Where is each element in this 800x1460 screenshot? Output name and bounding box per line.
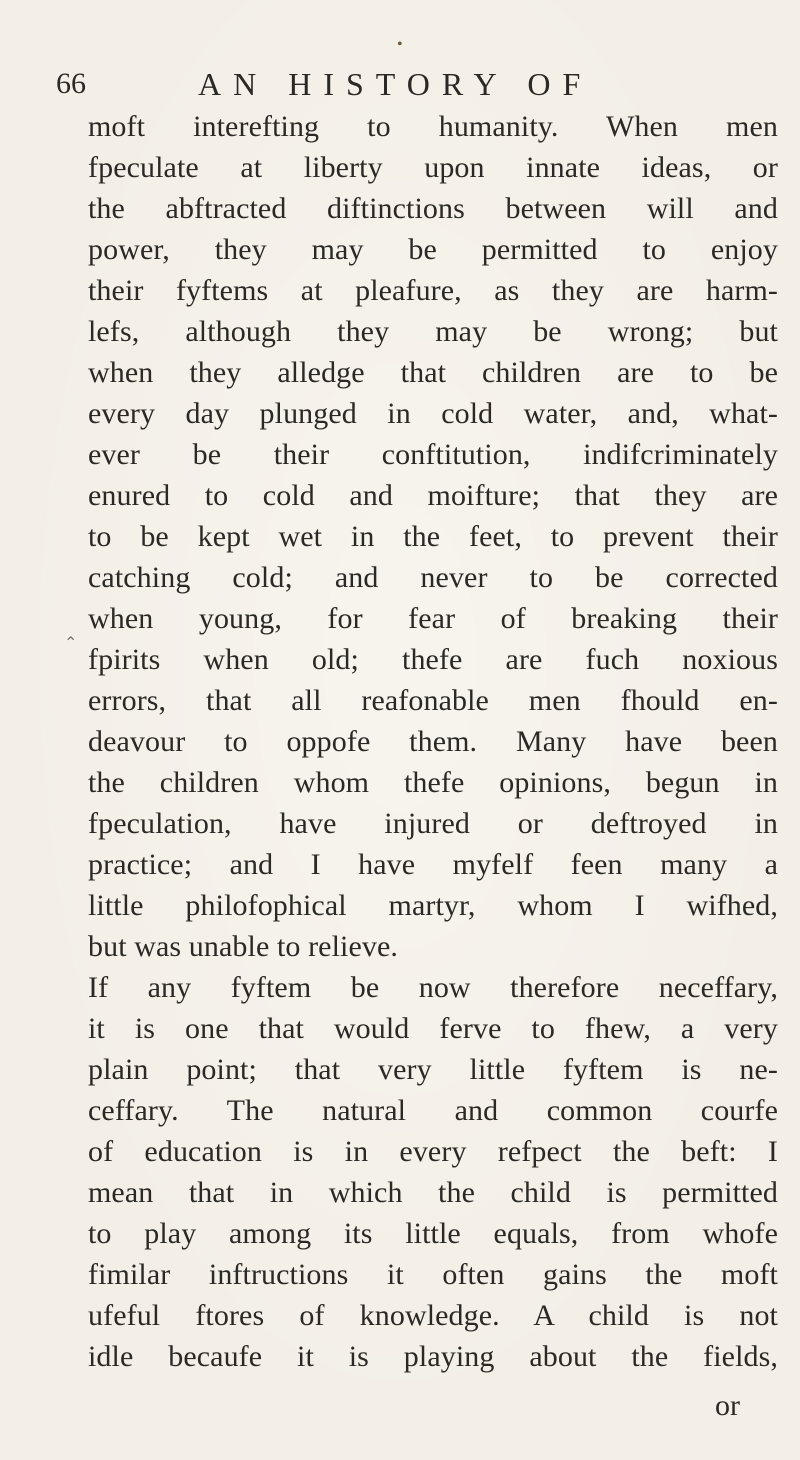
text-line: ufeful ftores of knowledge. A child is not [88, 1299, 778, 1332]
text-line: plain point; that very little fyftem is ne- [88, 1053, 778, 1086]
text-line: every day plunged in cold water, and, what- [88, 397, 778, 430]
page-header [56, 62, 756, 106]
text-line: If any fyftem be now therefore neceffary, [88, 971, 778, 1004]
text-line: little philofophical martyr, whom I wifhed, [88, 889, 778, 922]
text-line: practice; and I have myfelf feen many a [88, 848, 778, 881]
text-line: fimilar inftructions it often gains the moft [88, 1258, 778, 1291]
text-line: it is one that would ferve to fhew, a very [88, 1012, 778, 1045]
catchword: or [715, 1389, 740, 1422]
text-line: but was unable to relieve. [88, 930, 398, 963]
text-line: enured to cold and moifture; that they are [88, 479, 778, 512]
text-line: of education is in every refpect the beft: I [88, 1135, 778, 1168]
margin-mark: ⌃ [64, 635, 78, 652]
text-line: ever be their conftitution, indifcriminately [88, 438, 778, 471]
text-line: the abftracted diftinctions between will and [88, 192, 778, 225]
text-line: power, they may be permitted to enjoy [88, 233, 778, 266]
text-line: the children whom thefe opinions, begun in [88, 766, 778, 799]
text-line: moft interefting to humanity. When men [88, 110, 778, 143]
text-line: when young, for fear of breaking their [88, 602, 778, 635]
text-line: errors, that all reafonable men fhould en- [88, 684, 778, 717]
running-head: AN HISTORY OF [198, 66, 593, 102]
body-text [88, 106, 778, 1377]
text-line: fpeculate at liberty upon innate ideas, or [88, 151, 778, 184]
text-line: their fyftems at pleafure, as they are harm- [88, 274, 778, 307]
ornament-mark: • [397, 36, 403, 53]
text-line: fpirits when old; thefe are fuch noxious [88, 643, 778, 676]
text-line: mean that in which the child is permitted [88, 1176, 778, 1209]
text-line: to be kept wet in the feet, to prevent their [88, 520, 778, 553]
text-line: deavour to oppofe them. Many have been [88, 725, 778, 758]
page-number: 66 [56, 67, 86, 100]
text-line: when they alledge that children are to be [88, 356, 778, 389]
text-line: lefs, although they may be wrong; but [88, 315, 778, 348]
text-line: ceffary. The natural and common courfe [88, 1094, 778, 1127]
text-line: fpeculation, have injured or deftroyed in [88, 807, 778, 840]
text-line: catching cold; and never to be corrected [88, 561, 778, 594]
text-line: idle becaufe it is playing about the fields, [88, 1340, 778, 1373]
text-line: to play among its little equals, from whofe [88, 1217, 778, 1250]
